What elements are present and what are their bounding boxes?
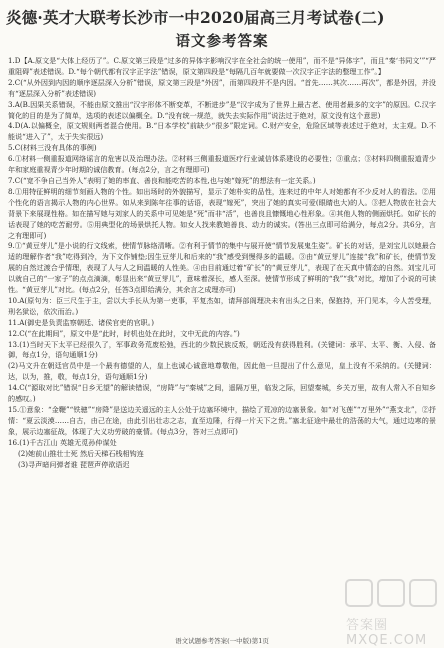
answer-7: 7.C(“宽不争自己当外人”表明了她的率直、善良和能吃苦的本性,也与她“嫁死”的想法有一定关系。) — [8, 175, 316, 185]
answer-13-1: 13.(1)当时天下太平已经很久了，军事政务荒废松弛，西北的少数民族反叛，朝廷没有获得胜利。(关键词：承平、太平、衡、入侵、备御，每点1分，语句通顺1分) — [8, 339, 436, 360]
answer-14: 14.C(“源取对比”错误“日乡无望”的解读错误，“房降”与“秦城”之间，遥隔万里，临发之际，回望秦城，乡关万里，故有人常入不自知乡的感叹。) — [8, 383, 436, 404]
exam-title — [6, 6, 438, 28]
answer-16-3: (3)寻声暗问弹者谁 琵琶声停欲语迟 — [18, 459, 130, 469]
answer-15: 15.①意象：“金鞭”“铁骢”“房降”是送边关遥远的主人公处于边塞环境中，描绘了荒凉的边塞景象。如“对飞莲”“万里外”“燕支北”，②抒情：“夏云淡漠……自古，由己在途，由此引出壮志之志，直至边陲，行得一片天下之贵。”塞北征途中最壮的浩荡的大气，通过边寒的景象，展示边塞征战，体现了大义功劳破的豪情。(每点3分，答对三点即可) — [8, 405, 436, 436]
answer-list — [8, 56, 436, 470]
answer-8: 8.①用特征鲜明的细节刻画人物的个性。如出场时的外貌描写，显示了她朴实的品性，连来过的中年人对她都有不少反对人的看法。②用个性化的语言揭示人物的内心世界。如从来到陈年往事的话语，表现“嫁死”，突出了她的真实可爱(眼睛也大)的人。③把人物放在社会大背景下来展现性格。如在描写她与刘家人的关系中可见她是“死”而非“活”，也善良且慷慨地心性形象。④其他人物的侧面烘托。如矿长的话表现了她的吃苦耐劳。⑤用典型化的场景烘托人物。如女人找来教她善良、动力的诚实。(答出三点即可给满分，每点2分。共6分，言之有理即可) — [8, 186, 436, 240]
exam-name: 长沙市一中2020届高三月考试卷(二) — [121, 8, 385, 27]
answer-13-2: (2)马文升在朝廷官员中是一个最有德望的人，皇上也诚心诚意地尊敬他，因此他一旦提出了什么意见，皇上没有不采纳的。(关键词：达，以为，推，敬，每点1分，语句通顺1分) — [8, 361, 436, 382]
watermark-icon — [340, 574, 440, 614]
answer-16-1: 16.(1)千古江山 英雄无觅孙仲谋处 — [8, 437, 117, 447]
answer-1: 1.D【A.原文是“大体上经历了”。C.原文第三段是“过多的异体字影响汉字在全社会的统一使用”，而不是“异体字”，而且“秦‘书同文’”“严重阻碍”表述错误。D.“每个朝代都有汉字正字法”错误，原文第四段是“每隔几百年就要做一次汉字正字法的整理工作”。】 — [8, 56, 436, 76]
answer-2: 2.C(“从外因到内因的顺序逐层深入分析”错误，原文第三段是“外因”，而第四段并不是内因。“首先……其次……再次”，都是外因，并没有“逐层深入分析”表述错误) — [8, 77, 437, 98]
brand-name: 炎德·英才大联考 — [6, 8, 122, 27]
answer-key-heading: 语文参考答案 — [175, 34, 269, 50]
answer-4: 4.D(A.以偏概全，原文规则两者混合使用。B.“日本学校”前缺少“很多”限定词。C.财产安全，危险区域等表述过于绝对，太主观。D.不能说“进入了”，太于失实很远) — [8, 121, 436, 142]
page-footer: 语文试题参考答案(一中版)第1页 — [175, 637, 269, 645]
answer-6: 6.①材料一侧重报道网络谣言的危害以及治理办法。②材料三侧重报道医疗行业诚信体系建设的必要性；③重点；③材料四侧重报道青少年和家庭重视青少年时期的诚信教育。(每点2分，言之有理即可) — [8, 154, 436, 175]
answer-16-2: (2)她前山推壮士死 然后天梯石栈相钩连 — [18, 448, 144, 458]
watermark-text: 答案圈 MXQE.COM — [346, 618, 428, 648]
answer-5: 5.C(材料三没有具体的事例) — [8, 143, 97, 153]
answer-3: 3.A(B.因果关系错误，不能由原文推出“汉字形体不断变革，不断进步”是“汉字成为了世界上最古老、使用者最多的文字”的原因。C.汉字简化的目的是为了简单，选项的表述以偏概全。D.“没有统一规范，就失去实际作用”说法过于绝对，原文没有这个意思) — [8, 99, 436, 120]
answer-9: 9.①“黄豆芽儿”是小说的行文线索，使情节脉络清晰。②有利于情节的集中与展开使“情节发展鬼生姿”。矿长的对话，是刘宝儿以她最合适的理解作者“我”吃得到冷，为下文作铺垫;因生豆芽儿和后来的“我”感受到慢得多的温暖。③由“黄豆芽儿”连接“我”和矿长，使情节发展的自然过渡合乎情理，表现了人与人之间温暖的人性美。④由目前通过着“矿长”的“黄豆芽儿”，表现了在天真中情态的自然。刘宝儿可以就自己的“一家子”的点点滴滴，彰显出来“黄豆芽儿”，意味着深长，感人至深。使情节形成了鲜明的“我”“我”对比，增加了小说的可读性。“黄豆芽儿”对比。(每点2分，任答3点即给满分，其余言之成理亦可) — [8, 241, 436, 295]
watermark-logo — [340, 574, 440, 648]
answer-10: 10.A(原句为：臣三尺生于主，尝以大手长从为第一吏事，平复杰如，请拜部阁理决未有出头之日来，保抱持，开门见本，今人苦受理，刑名狱讼，依次而治。) — [8, 295, 436, 316]
answer-11: 11.A(御史是负责监察朝廷、诸侯官吏的官职。) — [8, 317, 155, 327]
answer-12: 12.C(“在此期间”，原文中是“此时，时机也处在此时，文中无此的内容。”) — [8, 328, 240, 338]
